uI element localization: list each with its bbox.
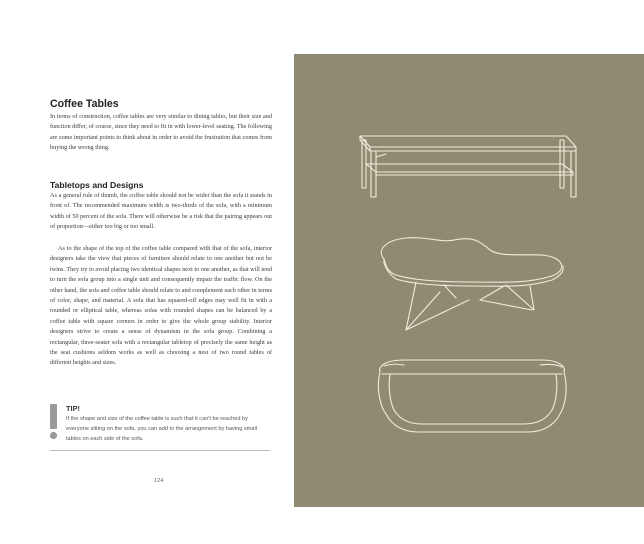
tip-title: TIP! bbox=[66, 404, 80, 413]
body-paragraph-1: As a general rule of thumb, the coffee table should not be wider than the sofa it stands in front of. The recommended maximum width is two-thirds of the sofa, with a minimum width of 50 percent of the sofa. There will otherwise be a risk that the pairing appears out of proportion—either too big or too small. bbox=[50, 192, 272, 231]
left-page bbox=[0, 0, 294, 544]
page-title: Coffee Tables bbox=[50, 98, 119, 110]
section-title: Tabletops and Designs bbox=[50, 180, 144, 190]
rectangular-coffee-table-with-shelf-icon bbox=[360, 136, 576, 197]
page-number: 124 bbox=[154, 478, 164, 484]
rounded-bench-style-table-icon bbox=[378, 360, 566, 432]
exclamation-icon bbox=[49, 404, 58, 440]
body-paragraph-2: As to the shape of the top of the coffee table compared with that of the sofa, interior designers take the view that pieces of furniture should relate to one another but not be twins. They try to avoid placing two identical shapes next to one another, as that will tend to turn the sofa group into a single unit and consequently impair the traffic flow. On the other hand, the sofa and coffee table should relate to and complement each other in terms of color, shape, and material. A sofa that has squared-off edges may well fit in with a rounded or elliptical table, whereas sofas with rounded shapes can be balanced by a coffee table with square corners in order to give the whole group stability. Interior designers strive to create a sense of dynamism in the sofa group. Combining a rectangular, three-seater sofa with a rectangular tabletop of precisely the same height as the seat cushions seldom works as well as choosing a nest of two round tables of different heights and sizes. bbox=[50, 245, 272, 367]
organic-shaped-table-with-hairpin-legs-icon bbox=[381, 238, 563, 330]
intro-paragraph: In terms of construction, coffee tables are very similar to dining tables, but their size and function differ, of course, since they need to fit in with lower-level seating. The following are some important points to think about in order to avoid the frustration that comes from buying the wrong thing. bbox=[50, 113, 272, 152]
illustration-panel bbox=[294, 54, 644, 507]
right-page bbox=[294, 54, 644, 507]
tip-divider bbox=[50, 450, 270, 451]
tip-text: If the shape and size of the coffee table is such that it can't be reached by everyone sitting on the sofa, you can add to the arrangement by having small tables on each side of the sofa. bbox=[66, 416, 257, 443]
